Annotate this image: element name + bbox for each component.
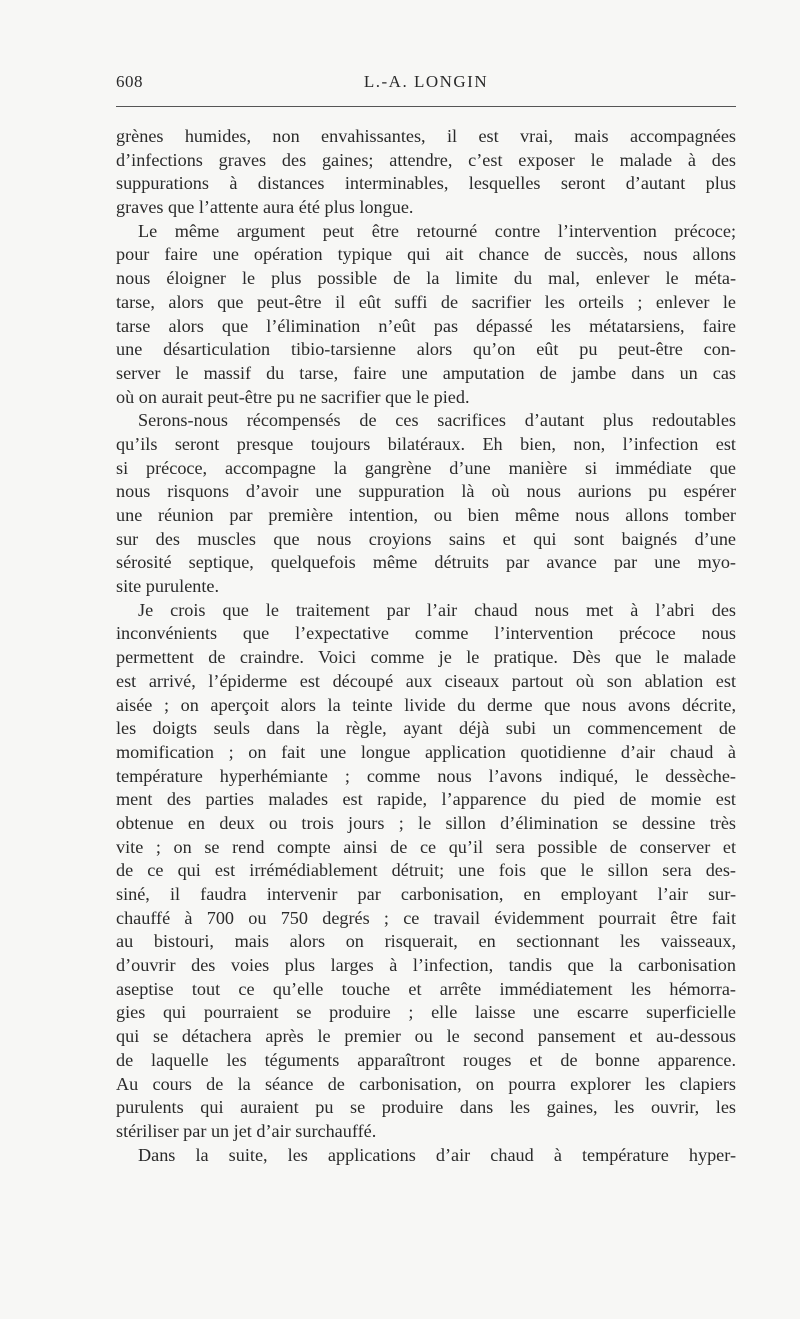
text-line: Au cours de la séance de carbonisation, on pourra explorer les clapiers xyxy=(116,1073,736,1094)
text-line: momification ; on fait une longue application quotidienne d’air chaud à xyxy=(116,741,736,762)
text-line: température hyperhémiante ; comme nous l’avons indiqué, le dessèche- xyxy=(116,765,736,786)
text-line: Le même argument peut être retourné contre l’intervention précoce; xyxy=(138,220,736,241)
text-line: purulents qui auraient pu se produire dans les gaines, les ouvrir, les xyxy=(116,1097,736,1118)
text-line: sur des muscles que nous croyions sains et qui sont baignés d’une xyxy=(116,528,736,549)
text-line: graves que l’attente aura été plus longue. xyxy=(116,197,414,218)
paragraph xyxy=(116,1144,736,1168)
text-line: sérosité septique, quelquefois même détruits par avance par une myo- xyxy=(116,552,736,573)
text-line: tarse alors que l’élimination n’eût pas dépassé les métatarsiens, faire xyxy=(116,315,736,336)
text-line: est arrivé, l’épiderme est découpé aux ciseaux partout où son ablation est xyxy=(116,670,736,691)
text-line: nous éloigner le plus possible de la limite du mal, enlever le méta- xyxy=(116,268,736,289)
running-head: L.-A. LONGIN xyxy=(363,72,489,91)
text-line: suppurations à distances interminables, lesquelles seront d’autant plus xyxy=(116,173,736,194)
text-line: au bistouri, mais alors on risquerait, en sectionnant les vaisseaux, xyxy=(116,931,736,952)
text-line: grènes humides, non envahissantes, il est vrai, mais accompagnées xyxy=(116,126,736,146)
text-line: permettent de craindre. Voici comme je le pratique. Dès que le malade xyxy=(116,647,736,668)
page-number: 608 xyxy=(116,72,143,91)
text-line: vite ; on se rend compte ainsi de ce qu’il sera possible de conserver et xyxy=(116,836,736,857)
text-line: les doigts seuls dans la règle, ayant déjà subi un commencement de xyxy=(116,718,736,739)
text-line: qui se détachera après le premier ou le second pansement et au-dessous xyxy=(116,1026,736,1047)
text-line: siné, il faudra intervenir par carbonisation, en employant l’air sur- xyxy=(116,884,736,904)
text-line: Dans la suite, les applications d’air chaud à température hyper- xyxy=(138,1144,736,1165)
text-line: une réunion par première intention, ou bien même nous allons tomber xyxy=(116,505,736,525)
body-text xyxy=(116,125,736,1167)
header-rule xyxy=(116,106,736,107)
text-line: inconvénients que l’expectative comme l’intervention précoce nous xyxy=(116,623,736,644)
paragraph xyxy=(116,599,736,1144)
text-line: de laquelle les téguments apparaîtront rouges et de bonne apparence. xyxy=(116,1049,736,1070)
text-line: d’infections graves des gaines; attendre, c’est exposer le malade à des xyxy=(116,149,736,170)
text-line: d’ouvrir des voies plus larges à l’infection, tandis que la carbonisation xyxy=(116,955,736,976)
text-line: stériliser par un jet d’air surchauffé. xyxy=(116,1120,377,1141)
paragraph xyxy=(116,220,736,410)
text-line: une désarticulation tibio-tarsienne alors qu’on eût pu peut-être con- xyxy=(116,339,736,360)
text-line: aisée ; on aperçoit alors la teinte livide du derme que nous avons décrite, xyxy=(116,694,736,715)
text-line: si précoce, accompagne la gangrène d’une manière si immédiate que xyxy=(116,457,736,478)
text-line: aseptise tout ce qu’elle touche et arrête immédiatement les hémorra- xyxy=(116,978,736,999)
paragraph xyxy=(116,125,736,220)
text-line: où on aurait peut-être pu ne sacrifier que le pied. xyxy=(116,386,470,407)
text-line: qu’ils seront presque toujours bilatéraux. Eh bien, non, l’infection est xyxy=(116,433,736,454)
text-line: pour faire une opération typique qui ait chance de succès, nous allons xyxy=(116,244,736,265)
text-line: de ce qui est irrémédiablement détruit; une fois que le sillon sera des- xyxy=(116,860,736,881)
text-line: Je crois que le traitement par l’air chaud nous met à l’abri des xyxy=(138,599,736,620)
text-line: obtenue en deux ou trois jours ; le sillon d’élimination se dessine très xyxy=(116,812,736,833)
text-line: tarse, alors que peut-être il eût suffi de sacrifier les orteils ; enlever le xyxy=(116,291,736,312)
page-header xyxy=(116,72,736,96)
text-line: server le massif du tarse, faire une amputation de jambe dans un cas xyxy=(116,362,736,383)
text-line: site purulente. xyxy=(116,576,220,597)
text-line: chauffé à 700 ou 750 degrés ; ce travail évidemment pourrait être fait xyxy=(116,907,736,928)
text-line: gies qui pourraient se produire ; elle laisse une escarre superficielle xyxy=(116,1002,736,1023)
text-line: nous risquons d’avoir une suppuration là où nous aurions pu espérer xyxy=(116,481,736,502)
text-line: ment des parties malades est rapide, l’apparence du pied de momie est xyxy=(116,789,736,810)
paragraph xyxy=(116,409,736,599)
text-line: Serons-nous récompensés de ces sacrifices d’autant plus redoutables xyxy=(138,410,736,431)
